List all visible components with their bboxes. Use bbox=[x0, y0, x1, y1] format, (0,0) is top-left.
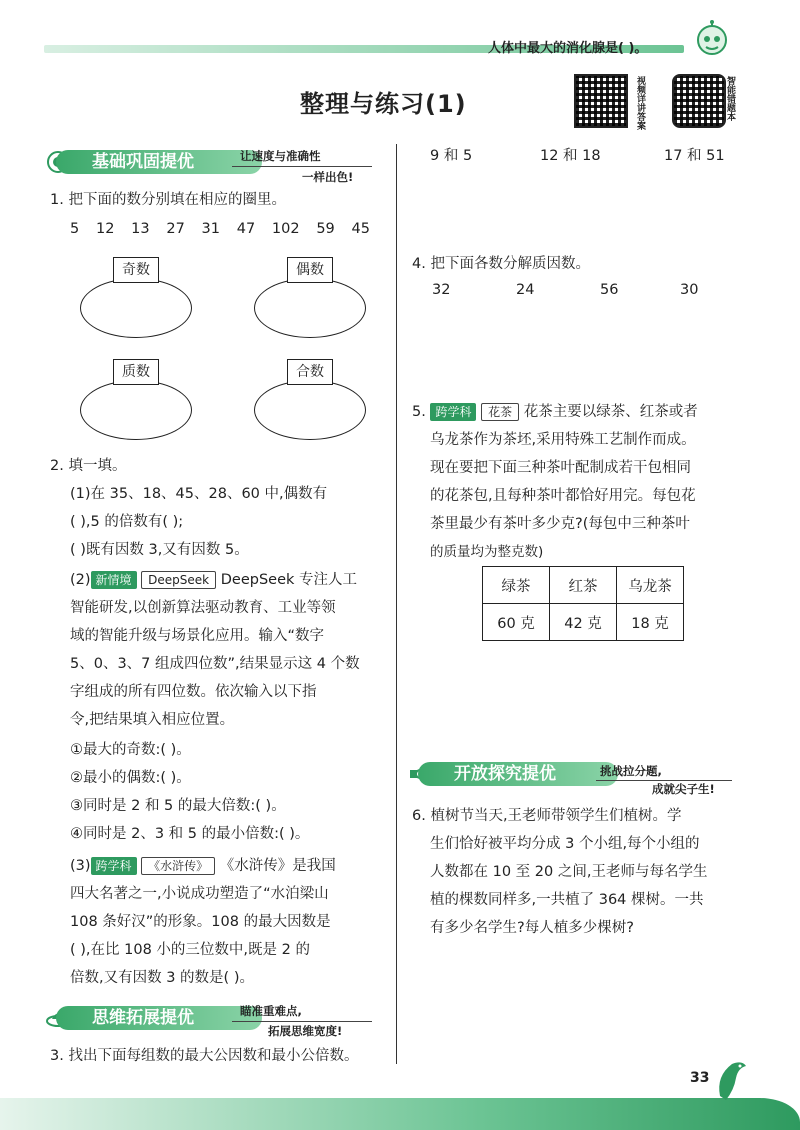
topic-box: 《水浒传》 bbox=[141, 857, 215, 875]
q2-part3-line: 108 条好汉”的形象。108 的最大因数是 bbox=[70, 914, 331, 930]
question-3-text: 3. 找出下面每组数的最大公因数和最小公倍数。 bbox=[50, 1048, 359, 1064]
banner-note: 成就尖子生! bbox=[652, 782, 715, 796]
question-5-head: 5. 跨学科 花茶 花茶主要以绿茶、红茶或者 bbox=[412, 404, 698, 420]
table-cell: 18 克 bbox=[617, 604, 684, 641]
banner-underline bbox=[596, 780, 732, 781]
banner-note: 瞄准重难点, bbox=[240, 1004, 302, 1018]
circle-label-even: 偶数 bbox=[287, 257, 333, 283]
number-item: 13 bbox=[131, 221, 150, 237]
q2-part2-line: 智能研发,以创新算法驱动教育、工业等领 bbox=[70, 600, 336, 616]
q2-part2-line: 域的智能升级与场景化应用。输入“数字 bbox=[70, 628, 325, 644]
section-banner-basic: 基础巩固提优 bbox=[56, 150, 262, 174]
q5-line: 的花茶包,且每种茶叶都恰好用完。每包花 bbox=[430, 488, 696, 504]
banner-note: 挑战拉分题, bbox=[600, 764, 662, 778]
q3-pair: 17 和 51 bbox=[664, 148, 725, 164]
topic-box: 花茶 bbox=[481, 403, 519, 421]
q3-pair: 9 和 5 bbox=[430, 148, 473, 164]
question-2-head: 2. 填一填。 bbox=[50, 458, 127, 474]
table-row bbox=[483, 604, 684, 641]
cross-subject-tag: 跨学科 bbox=[430, 403, 476, 421]
q2-part2-line: 5、0、3、7 组成四位数”,结果显示这 4 个数 bbox=[70, 656, 360, 672]
q6-line: 6. 植树节当天,王老师带领学生们植树。学 bbox=[412, 808, 682, 824]
number-list bbox=[70, 221, 370, 237]
q3-pair: 12 和 18 bbox=[540, 148, 601, 164]
robot-mascot-icon bbox=[690, 20, 734, 64]
banner-note: 让速度与准确性 bbox=[240, 149, 321, 163]
section-banner-thinking: 思维拓展提优 bbox=[56, 1006, 262, 1030]
q2-part2-line: 令,把结果填入相应位置。 bbox=[70, 712, 235, 728]
q2-part2-head: (2) 新情境 DeepSeek DeepSeek 专注人工 bbox=[70, 572, 358, 588]
circle-label-composite: 合数 bbox=[287, 359, 333, 385]
q5-line: 茶里最少有茶叶多少克?(每包中三种茶叶 bbox=[430, 516, 690, 532]
dolphin-icon bbox=[712, 1056, 752, 1104]
table-cell: 60 克 bbox=[483, 604, 550, 641]
q2-item: ④同时是 2、3 和 5 的最小倍数:( )。 bbox=[70, 826, 310, 842]
qr-caption-mistakes: 智能错题本 bbox=[725, 76, 735, 121]
q5-line: 的质量均为整克数) bbox=[430, 544, 544, 560]
q4-number: 32 bbox=[432, 282, 451, 298]
q2-part3-line: ( ),在比 108 小的三位数中,既是 2 的 bbox=[70, 942, 310, 958]
q6-line: 植的棵数同样多,一共植了 364 棵树。一共 bbox=[430, 892, 704, 908]
number-item: 12 bbox=[95, 221, 115, 237]
qr-code-icon[interactable] bbox=[672, 74, 726, 128]
q2-part3-line: 倍数,又有因数 3 的数是( )。 bbox=[70, 970, 254, 986]
q2-item: ①最大的奇数:( )。 bbox=[70, 742, 191, 758]
q2-part3-line: 四大名著之一,小说成功塑造了“水泊梁山 bbox=[70, 886, 329, 902]
q2-part3-head: (3) 跨学科 《水浒传》 《水浒传》是我国 bbox=[70, 858, 336, 874]
topic-box: DeepSeek bbox=[141, 571, 216, 589]
table-cell: 42 克 bbox=[550, 604, 617, 641]
q6-line: 人数都在 10 至 20 之间,王老师与每名学生 bbox=[430, 864, 708, 880]
number-item: 47 bbox=[236, 221, 256, 237]
number-item: 102 bbox=[271, 221, 300, 237]
number-item: 59 bbox=[316, 221, 335, 237]
circle-even[interactable] bbox=[254, 278, 366, 338]
circle-label-odd: 奇数 bbox=[113, 257, 159, 283]
q5-line: 现在要把下面三种茶叶配制成若干包相同 bbox=[430, 460, 691, 476]
q2-part1-line: (1)在 35、18、45、28、60 中,偶数有 bbox=[70, 486, 328, 502]
q4-number: 56 bbox=[600, 282, 619, 298]
page-title: 整理与练习(1) bbox=[300, 90, 467, 118]
section-banner-explore: 开放探究提优 bbox=[418, 762, 618, 786]
q4-number: 24 bbox=[516, 282, 535, 298]
column-divider bbox=[396, 144, 397, 1064]
table-header-cell: 绿茶 bbox=[483, 567, 550, 604]
page-number: 33 bbox=[690, 1070, 710, 1086]
circle-composite[interactable] bbox=[254, 380, 366, 440]
table-header-cell: 乌龙茶 bbox=[617, 567, 684, 604]
q6-line: 有多少名学生?每人植多少棵树? bbox=[430, 920, 634, 936]
table-header-cell: 红茶 bbox=[550, 567, 617, 604]
banner-note: 一样出色! bbox=[302, 170, 354, 184]
qr-caption-video: 视频详讲答案 bbox=[635, 76, 645, 130]
number-item: 45 bbox=[351, 221, 370, 237]
number-item: 27 bbox=[166, 221, 185, 237]
number-item: 31 bbox=[201, 221, 220, 237]
new-context-tag: 新情境 bbox=[91, 571, 137, 589]
qr-code-icon[interactable] bbox=[574, 74, 628, 128]
q2-part1-line: ( ),5 的倍数有( ); bbox=[70, 514, 184, 530]
banner-underline bbox=[232, 166, 372, 167]
circle-odd[interactable] bbox=[80, 278, 192, 338]
banner-underline bbox=[232, 1021, 372, 1022]
circle-prime[interactable] bbox=[80, 380, 192, 440]
q2-item: ②最小的偶数:( )。 bbox=[70, 770, 191, 786]
banner-note: 拓展思维宽度! bbox=[268, 1024, 343, 1038]
question-4-text: 4. 把下面各数分解质因数。 bbox=[412, 256, 590, 272]
q2-item: ③同时是 2 和 5 的最大倍数:( )。 bbox=[70, 798, 286, 814]
header-tip: 人体中最大的消化腺是( )。 bbox=[488, 41, 648, 56]
q2-part1-line: ( )既有因数 3,又有因数 5。 bbox=[70, 542, 249, 558]
footer-band bbox=[0, 1098, 800, 1130]
number-item: 5 bbox=[70, 221, 80, 237]
q2-part2-line: 字组成的所有四位数。依次输入以下指 bbox=[70, 684, 317, 700]
cross-subject-tag: 跨学科 bbox=[91, 857, 137, 875]
q6-line: 生们恰好被平均分成 3 个小组,每个小组的 bbox=[430, 836, 700, 852]
table-row bbox=[483, 567, 684, 604]
q5-line: 乌龙茶作为茶坯,采用特殊工艺制作而成。 bbox=[430, 432, 696, 448]
tea-table bbox=[482, 566, 684, 641]
circle-label-prime: 质数 bbox=[113, 359, 159, 385]
question-1-text: 1. 把下面的数分别填在相应的圈里。 bbox=[50, 192, 286, 208]
q4-number: 30 bbox=[680, 282, 699, 298]
